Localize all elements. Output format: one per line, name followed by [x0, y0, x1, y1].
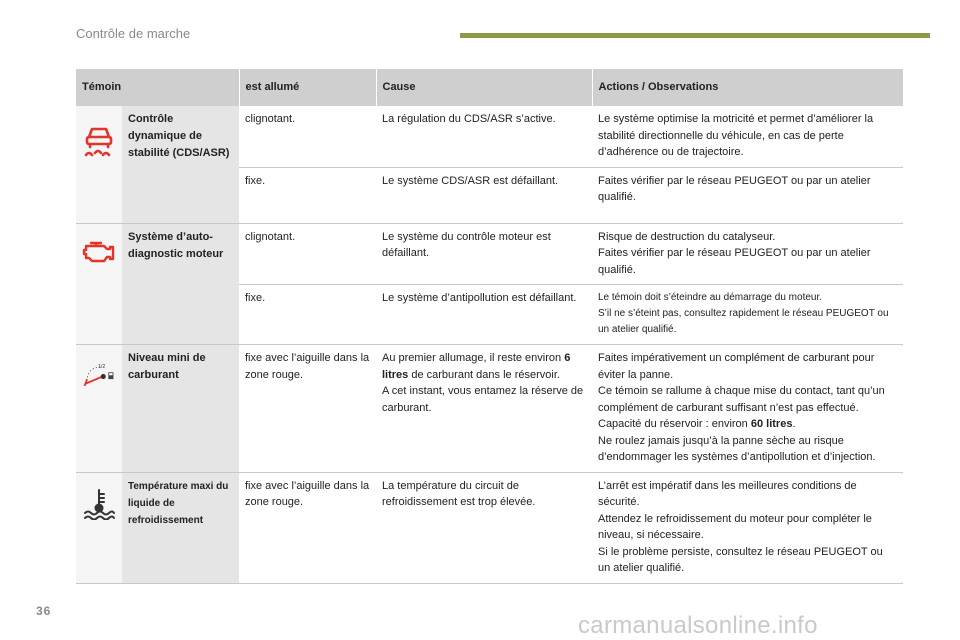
table-row: [76, 106, 903, 167]
cause-quantity: 6 litres: [382, 352, 571, 381]
action-cell: Le système optimise la motricité et permet d’améliorer la stabilité directionnelle du véhicule, en cas de perte d’adhérence ou de trajectoire.: [592, 106, 903, 167]
cause-cell: [376, 345, 592, 473]
icon-cell: [76, 223, 122, 345]
action-cell: [592, 285, 903, 345]
column-header-allume: est allumé: [239, 69, 376, 106]
warning-name-engine: Système d’auto-diagnostic moteur: [122, 223, 239, 345]
cause-cell: Le système CDS/ASR est défaillant.: [376, 167, 592, 223]
action-line: Faites vérifier par le réseau PEUGEOT ou par un atelier qualifié.: [598, 247, 871, 276]
state-cell: fixe.: [239, 285, 376, 345]
action-cell: [592, 472, 903, 583]
stability-control-icon: [83, 123, 115, 157]
cause-cell: Le système d’antipollution est défaillant.: [376, 285, 592, 345]
fuel-gauge-icon: [82, 358, 116, 390]
warning-name-fuel: Niveau mini de carburant: [122, 345, 239, 473]
state-cell: fixe avec l’aiguille dans la zone rouge.: [239, 345, 376, 473]
cause-line: A cet instant, vous entamez la réserve de carburant.: [382, 385, 584, 414]
table-header-row: [76, 69, 903, 106]
state-cell: fixe avec l’aiguille dans la zone rouge.: [239, 472, 376, 583]
table-row: [76, 223, 903, 285]
cause-cell: La température du circuit de refroidissement est trop élevée.: [376, 472, 592, 583]
icon-cell: [76, 345, 122, 473]
action-line: S’il ne s’éteint pas, consultez rapidement le réseau PEUGEOT ou un atelier qualifié.: [598, 308, 889, 335]
coolant-temperature-icon: [82, 488, 116, 520]
cause-cell: La régulation du CDS/ASR s’active.: [376, 106, 592, 167]
action-line: Si le problème persiste, consultez le réseau PEUGEOT ou un atelier qualifié.: [598, 545, 883, 574]
tank-capacity: 60 litres: [750, 418, 793, 430]
action-line: Ce témoin se rallume à chaque mise du contact, tant qu’un complément de carburant suffisant n’est pas effectué.: [598, 385, 885, 414]
table-row: [76, 345, 903, 473]
column-header-actions: Actions / Observations: [592, 69, 903, 106]
page-number: 36: [36, 604, 52, 618]
column-header-temoin: Témoin: [76, 69, 239, 106]
action-text: Capacité du réservoir : environ: [598, 418, 751, 430]
warning-name-coolant: Température maxi du liquide de refroidissement: [122, 472, 239, 583]
action-cell: [592, 223, 903, 285]
header-accent-rule: [460, 33, 930, 38]
action-line: Le témoin doit s’éteindre au démarrage du moteur.: [598, 292, 823, 303]
cause-text: de carburant dans le réservoir.: [408, 368, 560, 381]
state-cell: clignotant.: [239, 223, 376, 285]
action-line: Ne roulez jamais jusqu’à la panne sèche au risque d’endommager les systèmes d’antipollution et d’injection.: [598, 434, 876, 463]
icon-cell: [76, 106, 122, 223]
column-header-cause: Cause: [376, 69, 592, 106]
page-header-title: Contrôle de marche: [76, 26, 191, 41]
warning-name-cds: Contrôle dynamique de stabilité (CDS/ASR): [122, 106, 239, 223]
gauge-half-label: 1/2: [98, 364, 106, 371]
watermark: carmanualsonline.info: [578, 612, 818, 639]
warning-lights-table: [76, 69, 903, 584]
action-line: [598, 416, 897, 433]
action-line: Faites impérativement un complément de carburant pour éviter la panne.: [598, 352, 875, 381]
action-line: Risque de destruction du catalyseur.: [598, 230, 776, 243]
action-text: .: [792, 418, 796, 430]
cause-text: Au premier allumage, il reste environ: [382, 352, 565, 364]
state-cell: fixe.: [239, 167, 376, 223]
table-row: [76, 472, 903, 583]
action-cell: Faites vérifier par le réseau PEUGEOT ou par un atelier qualifié.: [592, 167, 903, 223]
engine-check-icon: [82, 239, 116, 265]
cause-cell: Le système du contrôle moteur est défaillant.: [376, 223, 592, 285]
icon-cell: [76, 472, 122, 583]
action-line: Attendez le refroidissement du moteur pour compléter le niveau, si nécessaire.: [598, 512, 872, 541]
action-cell: [592, 345, 903, 473]
action-line: L’arrêt est impératif dans les meilleures conditions de sécurité.: [598, 479, 857, 508]
state-cell: clignotant.: [239, 106, 376, 167]
